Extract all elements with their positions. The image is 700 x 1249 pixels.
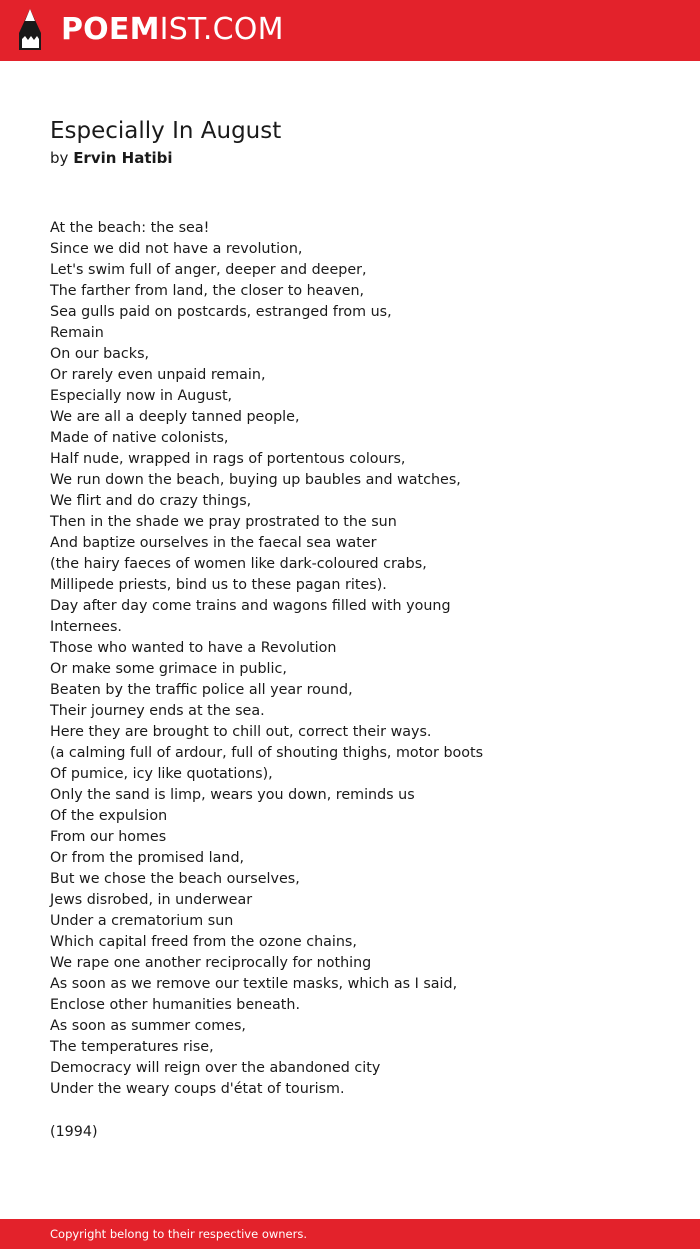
poem-line: We run down the beach, buying up baubles and watches, bbox=[50, 472, 461, 488]
poem-line: Their journey ends at the sea. bbox=[50, 703, 265, 719]
copyright-notice: Copyright belong to their respective owners. bbox=[50, 1227, 308, 1241]
poem-line: (the hairy faeces of women like dark-coloured crabs, bbox=[50, 556, 427, 572]
poem-line: Enclose other humanities beneath. bbox=[50, 997, 301, 1013]
poem-line: On our backs, bbox=[50, 346, 150, 362]
poem-line: At the beach: the sea! bbox=[50, 220, 210, 236]
poem-line: Let's swim full of anger, deeper and deeper, bbox=[50, 262, 367, 278]
poem-line: Internees. bbox=[50, 619, 122, 635]
poem-line: But we chose the beach ourselves, bbox=[50, 871, 300, 887]
poem-line: Then in the shade we pray prostrated to the sun bbox=[50, 514, 397, 530]
poem-line: Half nude, wrapped in rags of portentous colours, bbox=[50, 451, 406, 467]
poem-line: Under a crematorium sun bbox=[50, 913, 234, 929]
poem-line: Day after day come trains and wagons filled with young bbox=[50, 598, 451, 614]
poem-line: Of the expulsion bbox=[50, 808, 168, 824]
poem-year: (1994) bbox=[50, 1124, 98, 1140]
poem-line: Which capital freed from the ozone chains, bbox=[50, 934, 357, 950]
poem-line: Or make some grimace in public, bbox=[50, 661, 287, 677]
poem-line: We rape one another reciprocally for nothing bbox=[50, 955, 372, 971]
site-footer bbox=[0, 1219, 700, 1249]
poem-line: Since we did not have a revolution, bbox=[50, 241, 303, 257]
poem-line: Democracy will reign over the abandoned city bbox=[50, 1060, 381, 1076]
poem-line: Beaten by the traffic police all year round, bbox=[50, 682, 353, 698]
poem-line: As soon as we remove our textile masks, which as I said, bbox=[50, 976, 458, 992]
poem-line: Or from the promised land, bbox=[50, 850, 245, 866]
poem-line: Jews disrobed, in underwear bbox=[50, 892, 253, 908]
pencil-logo-icon[interactable] bbox=[17, 9, 43, 51]
poem-line: Especially now in August, bbox=[50, 388, 233, 404]
by-label: by bbox=[50, 149, 69, 167]
poem-byline bbox=[50, 147, 173, 169]
poem-line: Sea gulls paid on postcards, estranged from us, bbox=[50, 304, 392, 320]
poem-line: Here they are brought to chill out, correct their ways. bbox=[50, 724, 432, 740]
poem-title: Especially In August bbox=[50, 118, 282, 144]
poem-line: Millipede priests, bind us to these pagan rites). bbox=[50, 577, 387, 593]
poem-line: (a calming full of ardour, full of shouting thighs, motor boots bbox=[50, 745, 484, 761]
site-header bbox=[0, 0, 700, 61]
poem-line: Of pumice, icy like quotations), bbox=[50, 766, 273, 782]
poem-line: We are all a deeply tanned people, bbox=[50, 409, 300, 425]
poem-line: The farther from land, the closer to heaven, bbox=[50, 283, 365, 299]
poem-line: The temperatures rise, bbox=[50, 1039, 214, 1055]
poem-line: Remain bbox=[50, 325, 104, 341]
poem-line: Those who wanted to have a Revolution bbox=[50, 640, 337, 656]
poem-line: Or rarely even unpaid remain, bbox=[50, 367, 266, 383]
poem-author: Ervin Hatibi bbox=[73, 149, 173, 167]
site-logo-text[interactable] bbox=[61, 12, 284, 48]
poem-line: We flirt and do crazy things, bbox=[50, 493, 252, 509]
poem-line: And baptize ourselves in the faecal sea water bbox=[50, 535, 377, 551]
poem-line: From our homes bbox=[50, 829, 167, 845]
poem-body bbox=[50, 218, 670, 1100]
poem-line: Only the sand is limp, wears you down, reminds us bbox=[50, 787, 415, 803]
poem-line: Made of native colonists, bbox=[50, 430, 229, 446]
logo-light-part: IST.COM bbox=[159, 12, 284, 47]
poem-line: As soon as summer comes, bbox=[50, 1018, 246, 1034]
poem-line: Under the weary coups d'état of tourism. bbox=[50, 1081, 345, 1097]
logo-bold-part: POEM bbox=[61, 12, 160, 47]
